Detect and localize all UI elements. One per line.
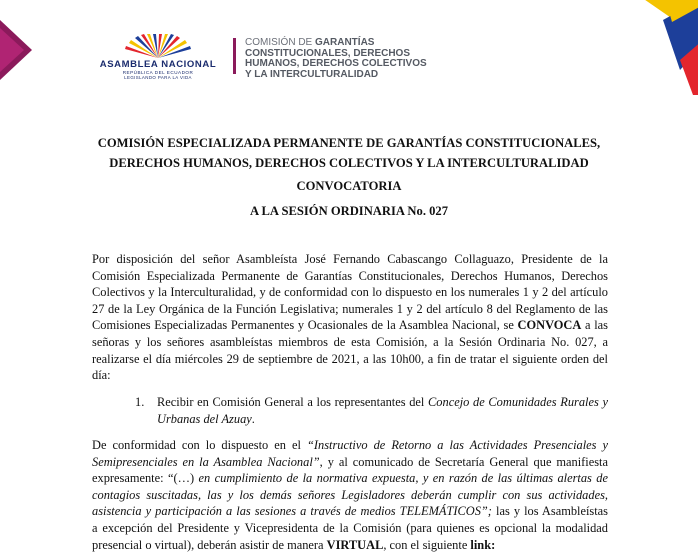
para1-line5 xyxy=(92,317,608,334)
para2-line4 xyxy=(92,487,608,504)
logo-subtitle: REPÚBLICA DEL ECUADOR xyxy=(122,70,194,75)
para1-line2: Comisión Especializada Permanente de Garantías Constitucionales, Derechos Humanos, Derechos xyxy=(92,268,608,283)
agenda-line2-end: . xyxy=(251,411,255,426)
para1-line6: señoras y los señores asambleístas miembros de esta Comisión, a la Sesión Ordinaria No. 027, a xyxy=(92,334,608,349)
para2-line2-italic: Semipresenciales en la Asamblea Nacional” xyxy=(92,454,320,469)
para2-line6: a excepción del Presidente y Vicepresidenta de la Comisión (para quienes es opcional la modalidad xyxy=(92,520,608,535)
para2-line7-text: presencial o virtual), deberán asistir de manera xyxy=(92,537,327,552)
session-heading: A LA SESIÓN ORDINARIA No. 027 xyxy=(249,204,449,218)
para1-line3: Colectivos y la Interculturalidad, y de conformidad con lo dispuesto en los numerales 1 y 2 del artículo xyxy=(92,285,608,300)
agenda-item-text xyxy=(157,394,608,427)
para2-line4-italic: contagios suscitadas, las y los demás señores Legisladores deberán cumplir con sus actividades, xyxy=(92,487,608,502)
convoca-word: CONVOCA xyxy=(517,318,582,333)
agenda-line2-italic: Urbanas del Azuay xyxy=(157,411,252,426)
para2-line1-text: De conformidad con lo dispuesto en el xyxy=(92,438,307,452)
commission-line2: CONSTITUCIONALES, DERECHOS xyxy=(245,47,411,59)
commission-title-line1: COMISIÓN ESPECIALIZADA PERMANENTE DE GARANTÍAS CONSTITUCIONALES, xyxy=(97,136,601,150)
instructions-paragraph xyxy=(92,437,608,553)
agenda-line2 xyxy=(157,411,608,428)
agenda-line1-italic: Concejo de Comunidades Rurales y xyxy=(428,395,608,409)
logo-tagline: LEGISLANDO PARA LA VIDA xyxy=(124,75,192,80)
agenda-line1-text: Recibir en Comisión General a los representantes del xyxy=(157,395,429,409)
para1-line4: 27 de la Ley Orgánica de la Función Legislativa; numerales 1 y 2 del artículo 8 del Reglamento de las xyxy=(92,301,608,316)
para1-line5-text: Comisiones Especializadas Permanentes y Ocasionales de la Asamblea Nacional, se xyxy=(92,318,518,333)
para2-line5-italic: asistencia y participación a las sesiones a través de medios TELEMÁTICOS”; xyxy=(92,504,492,519)
para2-line2 xyxy=(92,454,608,471)
para2-line3-italic: en cumplimiento de la normativa expuesta, y en razón de las últimas alertas de xyxy=(198,471,608,486)
agenda-line1 xyxy=(157,394,608,411)
para2-line5-text: las y los Asambleístas xyxy=(491,504,608,519)
commission-prefix: COMISIÓN DE xyxy=(245,37,316,48)
logo-name: ASAMBLEA NACIONAL xyxy=(99,59,217,70)
agenda-item-number: 1. xyxy=(135,395,145,409)
convocatoria-heading: CONVOCATORIA xyxy=(296,179,402,193)
asamblea-nacional-logo xyxy=(88,34,228,80)
commission-line3: HUMANOS, DERECHOS COLECTIVOS xyxy=(245,58,427,69)
link-word: link: xyxy=(470,537,496,552)
para1-line5-end: a las xyxy=(581,318,608,333)
para2-line1 xyxy=(92,437,608,454)
para2-line1-italic: “Instructivo de Retorno a las Actividades Presenciales y xyxy=(306,438,608,452)
para1-line7: realizarse el día miércoles 29 de septiembre de 2021, a las 10h00, a fin de tratar el siguiente orden del xyxy=(92,351,608,366)
para1-line8: día: xyxy=(92,368,111,383)
para2-line3-text: expresamente: “(…) xyxy=(92,471,199,486)
virtual-word: VIRTUAL xyxy=(326,537,384,552)
flag-stripes-decoration xyxy=(608,0,698,95)
para2-line3 xyxy=(92,470,608,487)
para2-line5 xyxy=(92,503,608,520)
para1-line1: Por disposición del señor Asambleísta José Fernando Cabascango Collaguazo, Presidente de la xyxy=(92,252,608,266)
letterhead xyxy=(0,0,698,95)
commission-line1: GARANTÍAS xyxy=(315,37,375,48)
commission-title-line2: DERECHOS HUMANOS, DERECHOS COLECTIVOS Y LA INTERCULTURALIDAD xyxy=(109,156,589,170)
convocation-paragraph xyxy=(92,251,608,384)
sun-rays-icon xyxy=(123,34,193,58)
para2-line7 xyxy=(92,537,608,554)
para2-line2-text: , y al comunicado de Secretaría General que manifiesta xyxy=(319,454,608,469)
header-divider xyxy=(233,38,236,74)
para2-line7-mid: , con el siguiente xyxy=(383,537,471,552)
commission-line4: Y LA INTERCULTURALIDAD xyxy=(245,68,379,80)
magenta-corner-decoration xyxy=(0,20,34,80)
commission-name xyxy=(245,38,495,80)
